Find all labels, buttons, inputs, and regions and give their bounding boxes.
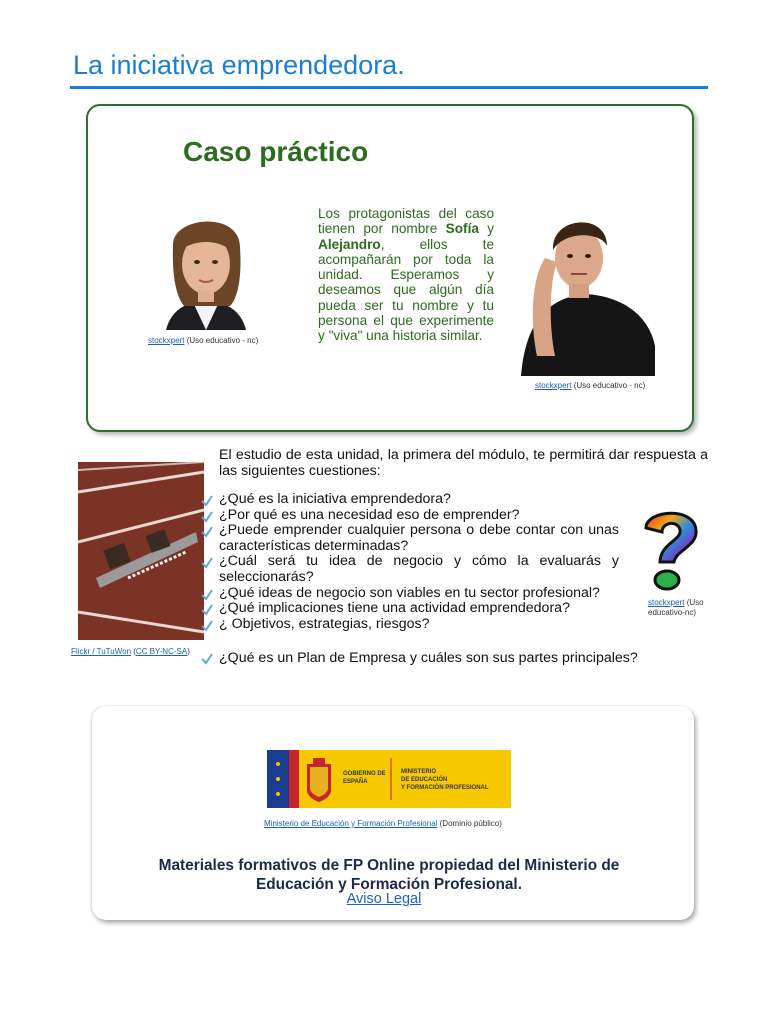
ownership-notice: Materiales formativos de FP Online propiedad del Ministerio de Educación y Formación Profesional. — [158, 857, 620, 893]
checkmark-icon — [201, 589, 213, 601]
list-item: ¿ Objetivos, estrategias, riesgos? — [201, 617, 619, 633]
study-intro: El estudio de esta unidad, la primera del módulo, te permitirá dar respuesta a las siguientes cuestiones: — [219, 447, 708, 479]
checkmark-icon — [201, 604, 213, 616]
question-list — [201, 492, 619, 632]
starting-block-credit: Flickr / TuTuWon (CC BY-NC-SA) — [71, 647, 190, 656]
checkmark-icon — [201, 620, 213, 632]
license-link[interactable]: CC BY-NC-SA — [135, 647, 188, 656]
list-item: ¿Cuál será tu idea de negocio y cómo la evaluarás y seleccionarás? — [201, 554, 619, 585]
question-mark-icon — [638, 506, 702, 592]
logo-credit: Ministerio de Educación y Formación Profesional (Dominio público) — [264, 819, 502, 828]
starting-block-photo — [78, 462, 204, 640]
ministry-logo — [267, 750, 511, 808]
checkmark-icon — [201, 526, 213, 538]
case-study-text: Los protagonistas del caso tienen por nombre Sofía y Alejandro, ellos te acompañarán por toda la unidad. Esperamos y deseamos que algún día pueda ser tu nombre y tu persona el que experimente y "viva" una historia similar. — [318, 206, 494, 344]
list-item: ¿Qué ideas de negocio son viables en tu sector profesional? — [201, 586, 619, 602]
logo-ministry-label: MINISTERIO DE EDUCACIÓN Y FORMACIÓN PROFESIONAL — [401, 769, 489, 791]
list-item: ¿Qué es un Plan de Empresa y cuáles son sus partes principales? — [201, 650, 638, 666]
checkmark-icon — [201, 511, 213, 523]
name-sofia: Sofía — [445, 221, 479, 237]
name-alejandro: Alejandro — [318, 236, 381, 252]
page-title: La iniciativa emprendedora. — [73, 50, 405, 80]
alejandro-photo-credit: stockxpert (Uso educativo - nc) — [535, 381, 646, 390]
list-item: ¿Puede emprender cualquier persona o debe contar con unas características determinadas? — [201, 523, 619, 554]
list-item: ¿Por qué es una necesidad eso de emprender? — [201, 508, 619, 524]
checkmark-icon — [201, 557, 213, 569]
stockxpert-link[interactable]: stockxpert — [148, 336, 185, 345]
stockxpert-link[interactable]: stockxpert — [648, 598, 685, 607]
sofia-photo — [126, 206, 288, 330]
alejandro-photo — [515, 206, 655, 376]
logo-government-label: GOBIERNO DE ESPAÑA — [343, 771, 386, 785]
stockxpert-link[interactable]: stockxpert — [535, 381, 572, 390]
legal-notice-link[interactable]: Aviso Legal — [346, 891, 422, 907]
question-mark-credit: stockxpert (Uso educativo-nc) — [648, 598, 704, 617]
checkmark-icon — [201, 495, 213, 507]
case-study-title: Caso práctico — [183, 136, 369, 167]
legal-notice — [0, 891, 768, 907]
list-item: ¿Qué implicaciones tiene una actividad emprendedora? — [201, 601, 619, 617]
checkmark-icon — [201, 653, 213, 665]
title-divider — [70, 86, 708, 89]
list-item: ¿Qué es la iniciativa emprendedora? — [201, 492, 619, 508]
ministry-link[interactable]: Ministerio de Educación y Formación Profesional — [264, 819, 438, 828]
sofia-photo-credit: stockxpert (Uso educativo - nc) — [148, 336, 259, 345]
flickr-link[interactable]: Flickr / TuTuWon — [71, 647, 132, 656]
